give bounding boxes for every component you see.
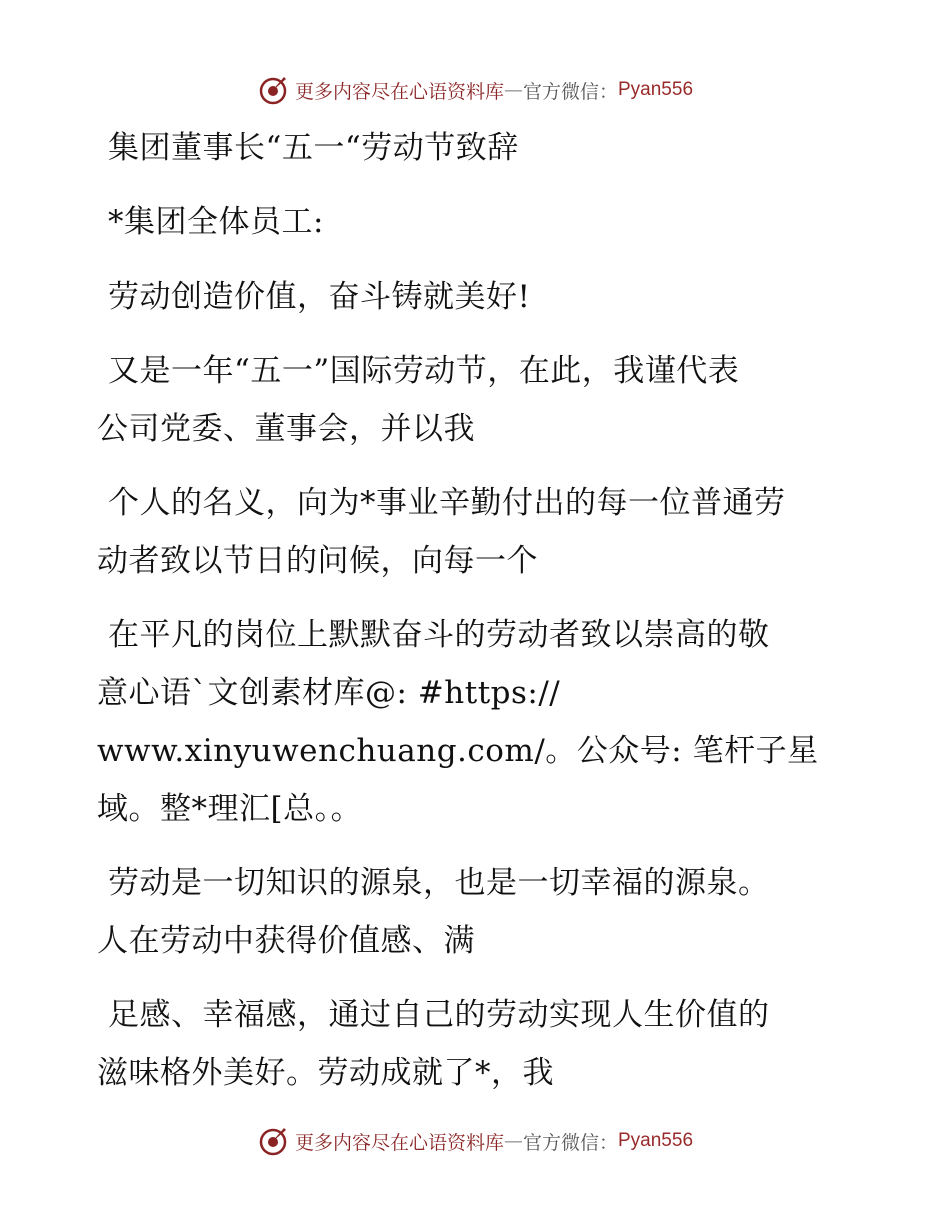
paragraph-line: 劳动是一切知识的源泉，也是一切幸福的源泉。: [108, 865, 770, 901]
paragraph-line: 又是一年“五一”国际劳动节，在此，我谨代表: [108, 353, 740, 389]
banner-separator: —: [503, 79, 523, 101]
paragraph-line: 滋味格外美好。劳动成就了*，我: [97, 1055, 554, 1091]
paragraph-line: 足感、幸福感，通过自己的劳动实现人生价值的: [108, 997, 770, 1033]
paragraph-line: 个人的名义，向为*事业辛勤付出的每一位普通劳: [108, 485, 786, 521]
footer-banner: [0, 1121, 950, 1161]
quill-circle-icon: [257, 1125, 289, 1157]
banner-separator: —: [503, 1130, 523, 1152]
wechat-label: 官方微信：: [522, 80, 618, 103]
paragraph-line: 动者致以节日的问候，向每一个: [97, 543, 538, 579]
wechat-id: Pyan556: [618, 1130, 694, 1151]
document-title: 集团董事长“五一“劳动节致辞: [108, 130, 519, 166]
paragraph-line: 人在劳动中获得价值感、满: [97, 923, 475, 959]
paragraph-line: 公司党委、董事会，并以我: [97, 411, 475, 447]
paragraph-line: 在平凡的岗位上默默奋斗的劳动者致以崇高的敬: [108, 617, 770, 653]
paragraph-line: 意心语`文创素材库@: #https://: [97, 675, 561, 711]
banner-text: 更多内容尽在心语资料库: [294, 80, 504, 103]
wechat-label: 官方微信：: [522, 1131, 618, 1154]
paragraph-line: 劳动创造价值，奋斗铸就美好!: [108, 279, 531, 315]
wechat-id: Pyan556: [618, 79, 694, 100]
banner-text: 更多内容尽在心语资料库: [294, 1131, 504, 1154]
paragraph-line: www.xinyuwenchuang.com/。公众号: 笔杆子星: [97, 733, 819, 769]
paragraph-line: 域。整*理汇[总。。: [97, 791, 363, 827]
salutation: *集团全体员工:: [108, 204, 324, 240]
